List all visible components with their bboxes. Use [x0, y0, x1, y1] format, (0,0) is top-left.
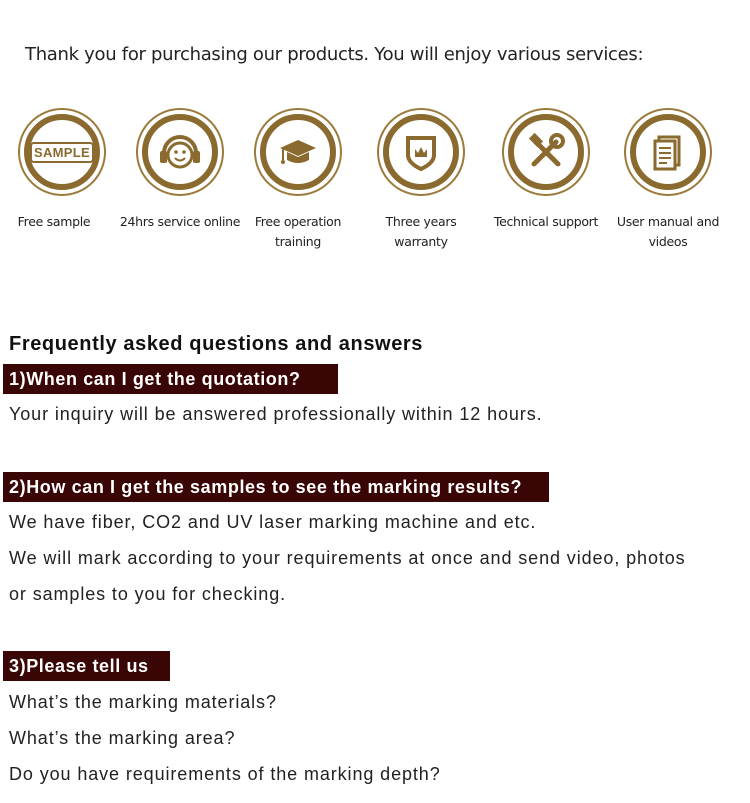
sample-stamp-icon — [24, 114, 100, 190]
service-label: Three years warranty — [385, 214, 457, 249]
document-manual-icon — [630, 114, 706, 190]
services-row — [0, 108, 750, 258]
service-24hrs-online — [118, 108, 242, 232]
sample-stamp-text: SAMPLE — [30, 142, 94, 163]
service-label: Free operation training — [254, 214, 342, 249]
service-three-years-warranty — [359, 108, 483, 252]
service-label: User manual and videos — [616, 214, 720, 249]
intro-text: Thank you for purchasing our products. You will enjoy various services: — [25, 44, 644, 65]
service-label: Technical support — [493, 214, 599, 229]
faq-answer-line: What’s the marking area? — [9, 728, 236, 748]
service-user-manual-videos — [606, 108, 730, 252]
shield-crown-icon — [383, 114, 459, 190]
service-label: Free sample — [17, 214, 91, 229]
faq-question-3: 3)Please tell us — [3, 651, 170, 681]
service-free-training — [236, 108, 360, 252]
faq-answer-line: What’s the marking materials? — [9, 692, 277, 712]
service-technical-support — [484, 108, 608, 232]
faq-title: Frequently asked questions and answers — [9, 333, 424, 355]
service-free-sample — [0, 108, 124, 232]
faq-answer-line: We have fiber, CO2 and UV laser marking machine and etc. — [9, 512, 537, 532]
headset-face-icon — [142, 114, 218, 190]
faq-answer-line: We will mark according to your requirements at once and send video, photos — [9, 548, 686, 568]
faq-question-2: 2)How can I get the samples to see the marking results? — [3, 472, 549, 502]
graduation-cap-icon — [260, 114, 336, 190]
wrench-hammer-icon — [508, 114, 584, 190]
faq-answer-line: Your inquiry will be answered professionally within 12 hours. — [9, 404, 543, 424]
faq-answer-line: Do you have requirements of the marking depth? — [9, 764, 441, 784]
faq-question-1: 1)When can I get the quotation? — [3, 364, 338, 394]
faq-answer-line: or samples to you for checking. — [9, 584, 287, 604]
service-label: 24hrs service online — [119, 214, 241, 229]
